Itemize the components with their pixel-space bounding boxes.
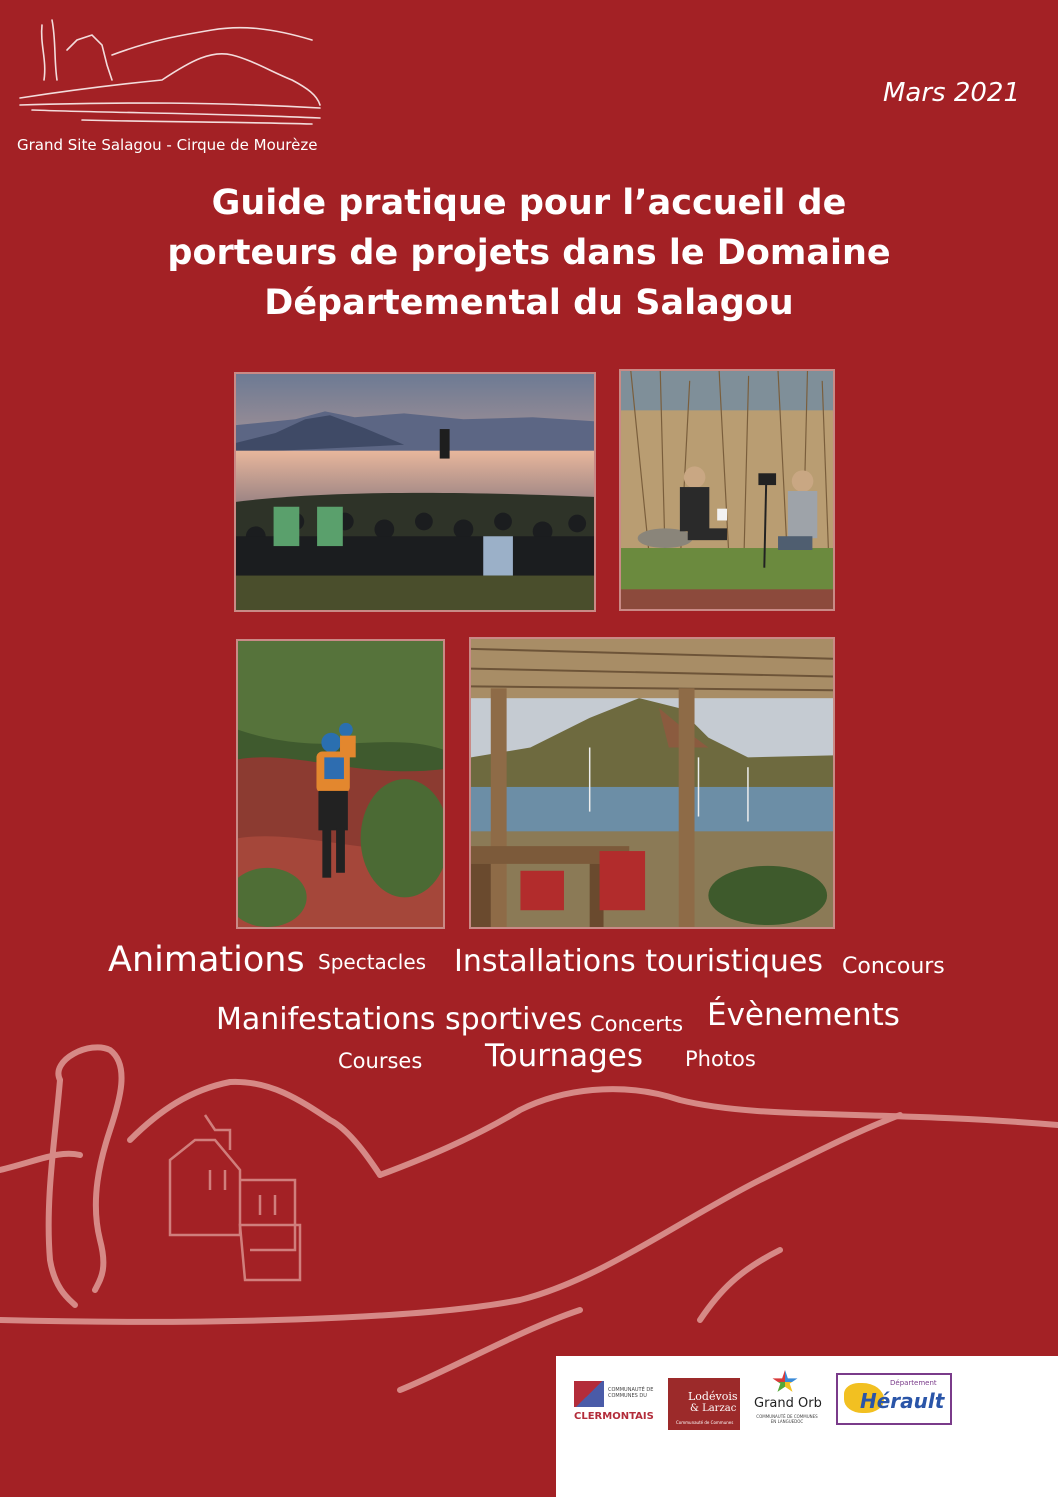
keyword-tournages: Tournages xyxy=(485,1038,644,1074)
herault-small: Département xyxy=(890,1379,937,1387)
grand-orb-name: Grand Orb xyxy=(754,1396,822,1411)
photo-trail-runner xyxy=(236,639,445,929)
photo-lakeside-concert xyxy=(234,372,596,612)
clermontais-emblem-icon xyxy=(574,1381,604,1407)
clermontais-name: CLERMONTAIS xyxy=(574,1411,654,1422)
logo-clermontais xyxy=(574,1381,654,1431)
keyword-animations: Animations xyxy=(108,940,305,980)
keyword-photos: Photos xyxy=(685,1047,756,1071)
keyword-evenements: Évènements xyxy=(707,997,900,1033)
keyword-courses: Courses xyxy=(338,1049,423,1073)
grand-orb-star-icon xyxy=(772,1370,798,1394)
logo-herault xyxy=(836,1373,952,1425)
keyword-manifestations: Manifestations sportives xyxy=(216,1002,583,1037)
keyword-spectacles: Spectacles xyxy=(318,950,427,974)
photo-lake-terrace xyxy=(469,637,835,929)
title-line-3: Départemental du Salagou xyxy=(264,283,794,323)
title-line-1: Guide pratique pour l’accueil de xyxy=(211,183,847,223)
lodevois-sub: Communauté de Communes xyxy=(676,1420,734,1425)
title-line-2: porteurs de projets dans le Domaine xyxy=(167,233,891,273)
photo-interview-filming xyxy=(619,369,835,611)
grand-site-logo xyxy=(12,10,332,170)
publication-date: Mars 2021 xyxy=(882,78,1020,108)
page-title xyxy=(0,178,1058,328)
logo-lodevois-larzac xyxy=(668,1378,740,1430)
logo-text: Grand Site Salagou - Cirque de Mourèze xyxy=(17,136,318,154)
logo-grand-orb xyxy=(754,1370,820,1430)
clermontais-small: COMMUNAUTÉ DE COMMUNES DU xyxy=(608,1387,654,1399)
keyword-concerts: Concerts xyxy=(590,1012,684,1036)
partner-logos-panel xyxy=(556,1356,1058,1497)
lodevois-name2: & Larzac xyxy=(690,1403,737,1414)
lodevois-name1: Lodévois xyxy=(688,1390,738,1403)
herault-name: Hérault xyxy=(860,1389,945,1413)
keyword-concours: Concours xyxy=(842,954,945,979)
grand-orb-sub: COMMUNAUTÉ DE COMMUNES EN LANGUEDOC xyxy=(756,1414,818,1424)
keyword-installations: Installations touristiques xyxy=(454,944,823,979)
salagou-landscape-logo-icon xyxy=(12,10,332,135)
